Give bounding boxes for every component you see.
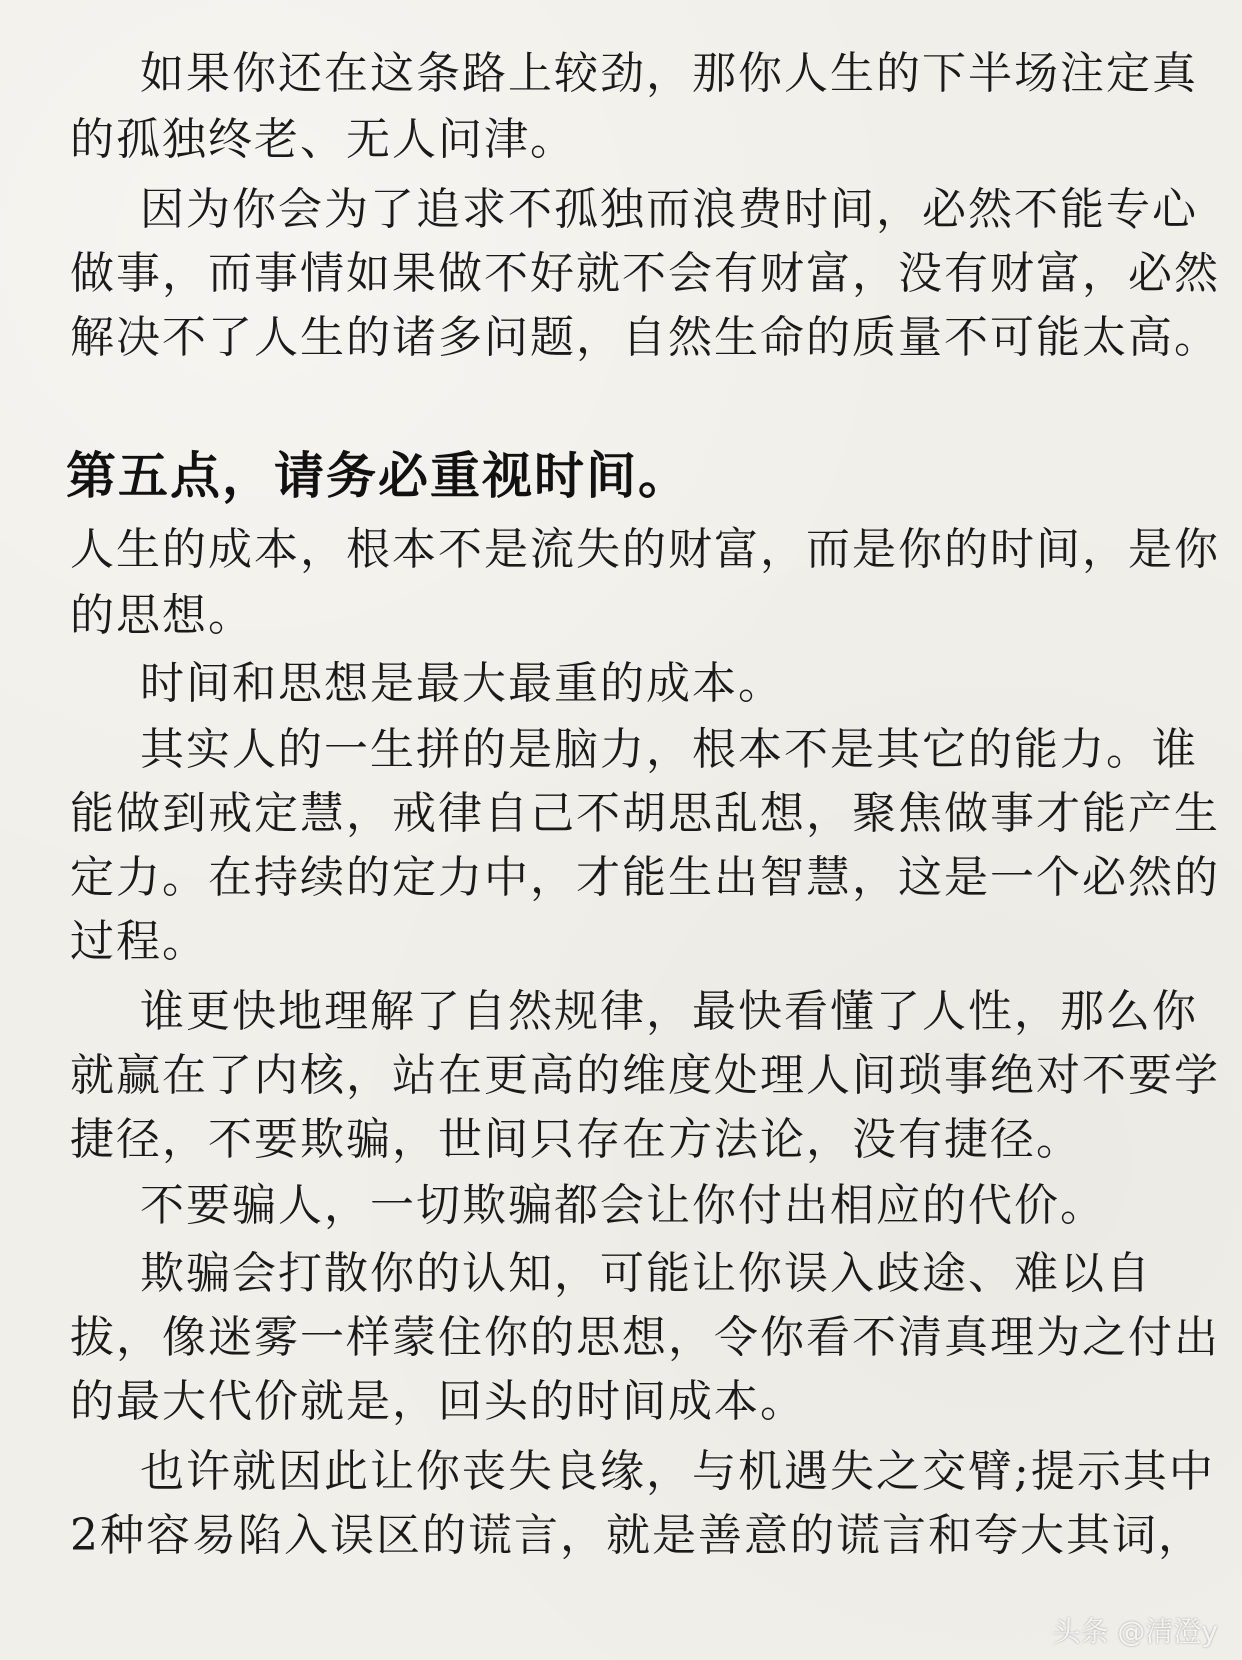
paragraph-line: 的孤独终老、无人问津。 (70, 114, 576, 165)
paragraph-line: 因为你会为了追求不孤独而浪费时间，必然不能专心 (140, 184, 1198, 235)
paragraph-line: 其实人的一生拼的是脑力，根本不是其它的能力。谁 (140, 724, 1198, 775)
paragraph-line: 拔，像迷雾一样蒙住你的思想，令你看不清真理为之付出 (70, 1312, 1220, 1363)
paragraph-line: 不要骗人，一切欺骗都会让你付出相应的代价。 (140, 1180, 1106, 1231)
paragraph-line: 如果你还在这条路上较劲，那你人生的下半场注定真 (140, 48, 1198, 99)
paragraph-line: 就赢在了内核，站在更高的维度处理人间琐事绝对不要学 (70, 1050, 1220, 1101)
paragraph-line: 2种容易陷入误区的谎言，就是善意的谎言和夸大其词， (70, 1510, 1204, 1561)
paragraph-line: 谁更快地理解了自然规律，最快看懂了人性，那么你 (140, 986, 1198, 1037)
paragraph-line: 的最大代价就是，回头的时间成本。 (70, 1376, 806, 1427)
paragraph-line: 过程。 (70, 916, 208, 967)
paragraph-line: 能做到戒定慧，戒律自己不胡思乱想，聚焦做事才能产生 (70, 788, 1220, 839)
paragraph-line: 欺骗会打散你的认知，可能让你误入歧途、难以自 (140, 1248, 1152, 1299)
paragraph-line: 人生的成本，根本不是流失的财富，而是你的时间，是你 (70, 524, 1220, 575)
paragraph-line: 捷径，不要欺骗，世间只存在方法论，没有捷径。 (70, 1114, 1082, 1165)
paragraph-line: 做事，而事情如果做不好就不会有财富，没有财富，必然 (70, 248, 1220, 299)
watermark: 头条 @清澄y (1052, 1615, 1218, 1648)
paragraph-line: 定力。在持续的定力中，才能生出智慧，这是一个必然的 (70, 852, 1220, 903)
section-heading: 第五点，请务必重视时间。 (66, 447, 690, 505)
paragraph-line: 时间和思想是最大最重的成本。 (140, 658, 784, 709)
paragraph-line: 解决不了人生的诸多问题，自然生命的质量不可能太高。 (70, 312, 1220, 363)
paragraph-line: 也许就因此让你丧失良缘，与机遇失之交臂;提示其中 (140, 1446, 1215, 1497)
paragraph-line: 的思想。 (70, 590, 254, 641)
